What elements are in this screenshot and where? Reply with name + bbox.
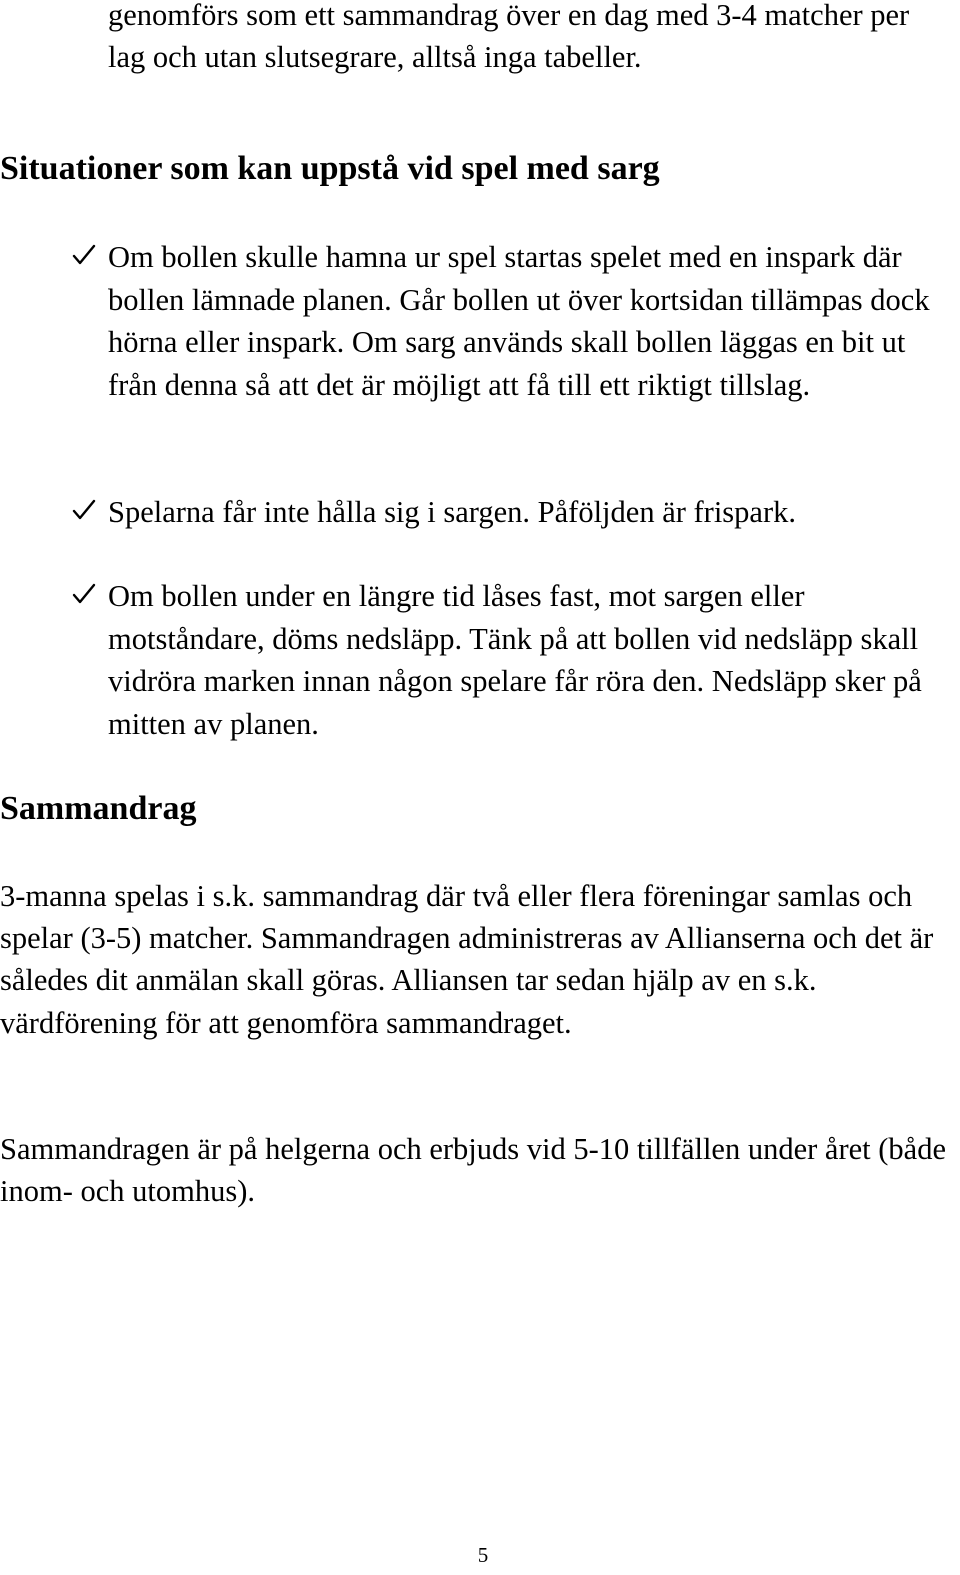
page-number: 5 bbox=[477, 1543, 489, 1567]
sammandrag-paragraph: Sammandragen är på helgerna och erbjuds vid 5-10 tillfällen under året (både inom- och utomhus). bbox=[0, 1132, 946, 1209]
intro-continuation-text: genomförs som ett sammandrag över en dag med 3-4 matcher per lag och utan slutsegrare, alltså inga tabeller. bbox=[108, 0, 910, 74]
sammandrag-paragraph: 3-manna spelas i s.k. sammandrag där två eller flera föreningar samlas och spelar (3-5) matcher. Sammandragen administreras av Allianserna och det är således dit anmälan skall göras. Alliansen tar sedan hjälp av en s.k. värdförening för att genomföra sammandraget. bbox=[0, 879, 934, 1040]
bullet-text: Spelarna får inte hålla sig i sargen. Påföljden är frispark. bbox=[108, 495, 796, 529]
bullet-text: Om bollen skulle hamna ur spel startas spelet med en inspark där bollen lämnade planen. Går bollen ut över kortsidan tillämpas dock hörna eller inspark. Om sarg används skall bollen läggas en bit ut från denna så att det är möjligt att få till ett riktigt tillslag. bbox=[108, 240, 930, 402]
checkmark-icon bbox=[72, 499, 96, 521]
bullet-text: Om bollen under en längre tid låses fast, mot sargen eller motståndare, döms nedsläpp. Tänk på att bollen vid nedsläpp skall vidröra marken innan någon spelare får röra den. Nedsläpp sker på mitten av planen. bbox=[108, 579, 922, 741]
situationer-heading: Situationer som kan uppstå vid spel med sarg bbox=[0, 150, 660, 187]
sammandrag-heading: Sammandrag bbox=[0, 790, 197, 827]
checkmark-icon bbox=[72, 583, 96, 605]
checkmark-icon bbox=[72, 244, 96, 266]
